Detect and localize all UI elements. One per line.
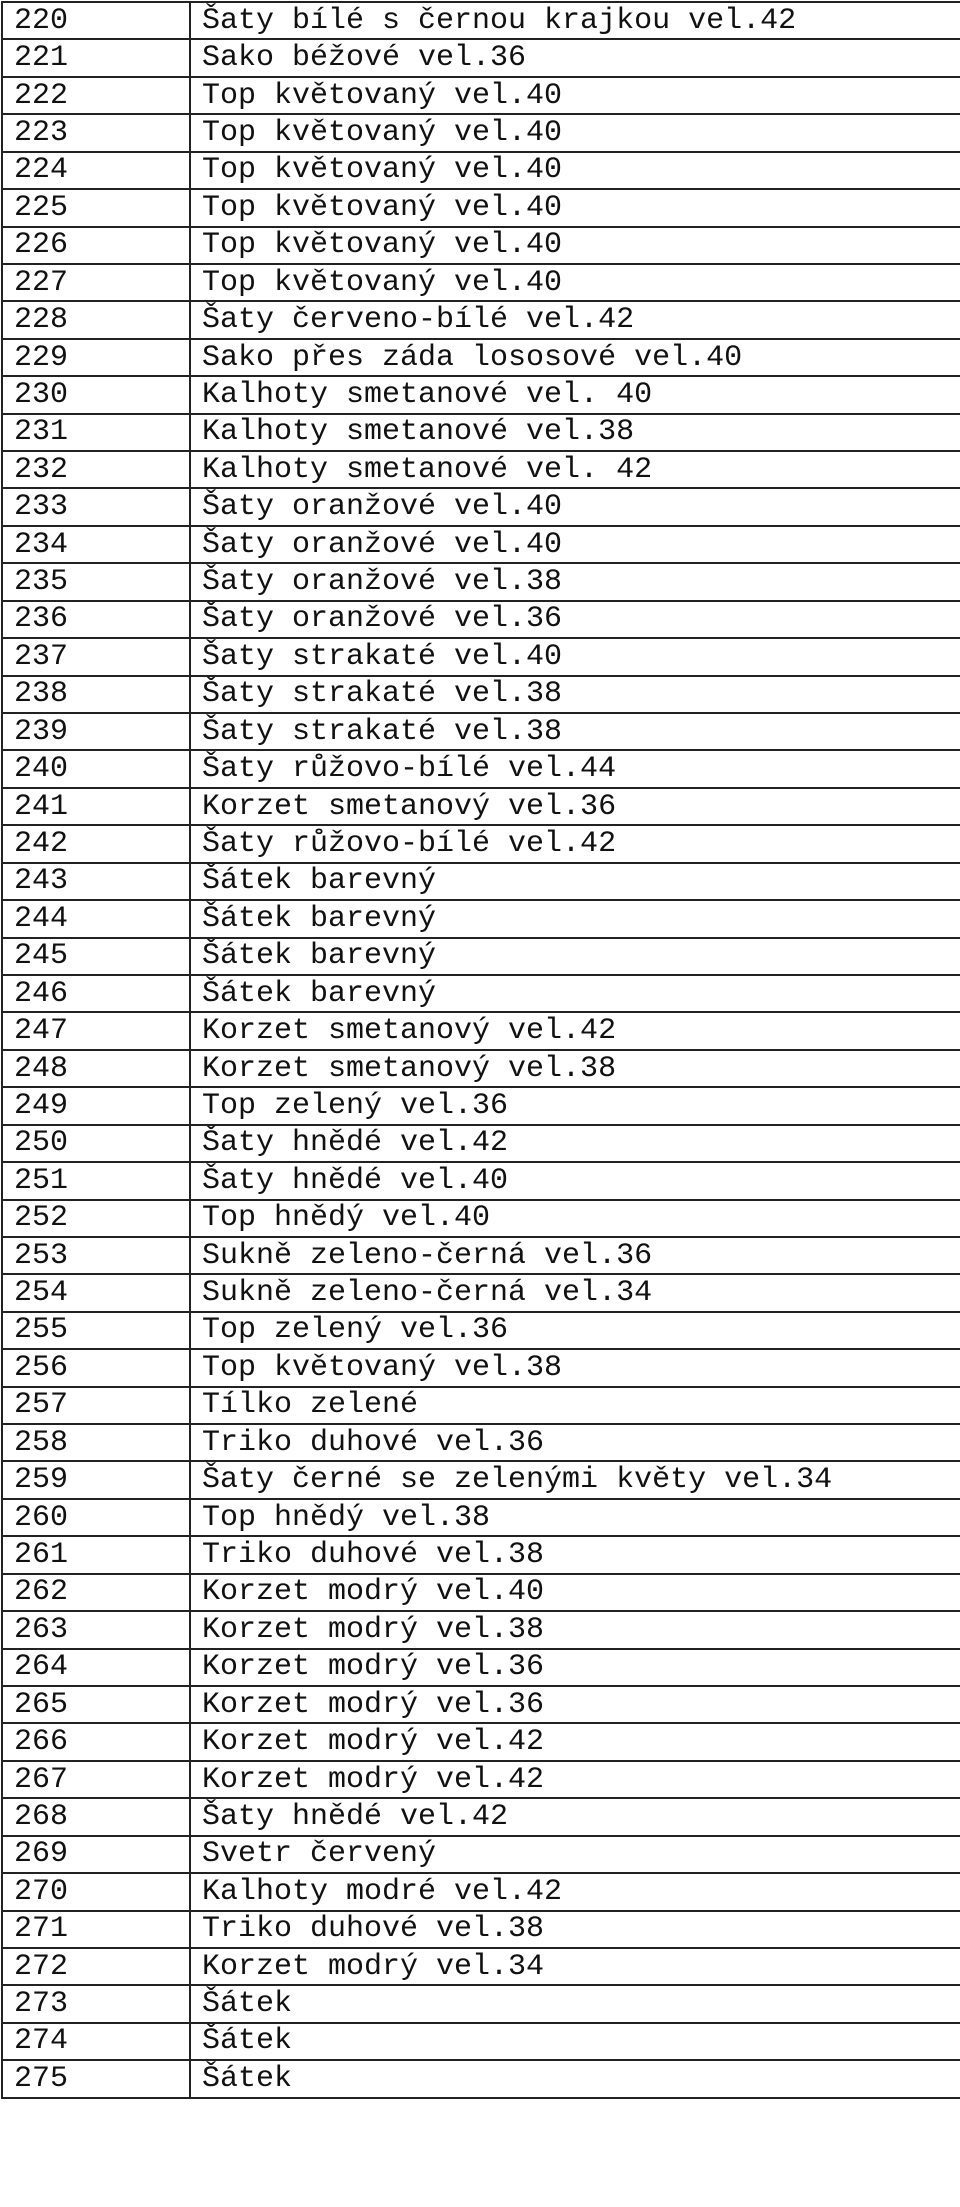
item-number-cell: 242	[2, 825, 190, 862]
table-row	[2, 227, 960, 264]
item-number-cell: 245	[2, 938, 190, 975]
item-number-cell: 274	[2, 2023, 190, 2060]
item-number-cell: 222	[2, 77, 190, 114]
table-row	[2, 2023, 960, 2060]
item-description-cell: Top zelený vel.36	[190, 1312, 960, 1349]
table-row	[2, 676, 960, 713]
item-description-cell: Šaty hnědé vel.40	[190, 1162, 960, 1199]
item-number-cell: 229	[2, 339, 190, 376]
table-row	[2, 1686, 960, 1723]
item-description-cell: Kalhoty smetanové vel.38	[190, 414, 960, 451]
item-number-cell: 257	[2, 1387, 190, 1424]
item-description-cell: Korzet modrý vel.42	[190, 1723, 960, 1760]
item-number-cell: 270	[2, 1873, 190, 1910]
table-row	[2, 1723, 960, 1760]
item-number-cell: 273	[2, 1985, 190, 2022]
item-description-cell: Triko duhové vel.36	[190, 1424, 960, 1461]
table-row	[2, 1985, 960, 2022]
item-description-cell: Korzet modrý vel.36	[190, 1686, 960, 1723]
item-number-cell: 275	[2, 2060, 190, 2097]
table-row	[2, 2060, 960, 2097]
item-description-cell: Tílko zelené	[190, 1387, 960, 1424]
item-description-cell: Top hnědý vel.38	[190, 1499, 960, 1536]
table-row	[2, 1836, 960, 1873]
table-row	[2, 900, 960, 937]
item-number-cell: 256	[2, 1349, 190, 1386]
item-number-cell: 259	[2, 1461, 190, 1498]
item-description-cell: Šaty oranžové vel.38	[190, 563, 960, 600]
item-description-cell: Sako přes záda lososové vel.40	[190, 339, 960, 376]
item-number-cell: 258	[2, 1424, 190, 1461]
item-number-cell: 241	[2, 788, 190, 825]
item-description-cell: Šaty strakaté vel.38	[190, 676, 960, 713]
table-row	[2, 1200, 960, 1237]
table-row	[2, 1499, 960, 1536]
item-number-cell: 250	[2, 1125, 190, 1162]
item-number-cell: 263	[2, 1611, 190, 1648]
item-description-cell: Top květovaný vel.40	[190, 227, 960, 264]
table-row	[2, 563, 960, 600]
item-description-cell: Top květovaný vel.38	[190, 1349, 960, 1386]
item-description-cell: Šaty růžovo-bílé vel.42	[190, 825, 960, 862]
item-number-cell: 223	[2, 114, 190, 151]
item-description-cell: Korzet smetanový vel.38	[190, 1050, 960, 1087]
item-description-cell: Šátek	[190, 2060, 960, 2097]
item-number-cell: 227	[2, 264, 190, 301]
item-description-cell: Šaty oranžové vel.40	[190, 526, 960, 563]
item-number-cell: 251	[2, 1162, 190, 1199]
item-number-cell: 225	[2, 189, 190, 226]
item-number-cell: 265	[2, 1686, 190, 1723]
item-description-cell: Top hnědý vel.40	[190, 1200, 960, 1237]
table-row	[2, 1948, 960, 1985]
item-description-cell: Top květovaný vel.40	[190, 264, 960, 301]
item-description-cell: Sukně zeleno-černá vel.36	[190, 1237, 960, 1274]
item-number-cell: 252	[2, 1200, 190, 1237]
table-row	[2, 601, 960, 638]
item-number-cell: 234	[2, 526, 190, 563]
item-number-cell: 228	[2, 301, 190, 338]
item-number-cell: 237	[2, 638, 190, 675]
item-number-cell: 247	[2, 1012, 190, 1049]
table-row	[2, 488, 960, 525]
item-number-cell: 230	[2, 376, 190, 413]
item-number-cell: 231	[2, 414, 190, 451]
item-description-cell: Šátek barevný	[190, 900, 960, 937]
table-row	[2, 526, 960, 563]
item-description-cell: Triko duhové vel.38	[190, 1911, 960, 1948]
table-row	[2, 264, 960, 301]
item-description-cell: Top květovaný vel.40	[190, 114, 960, 151]
item-number-cell: 224	[2, 152, 190, 189]
table-row	[2, 825, 960, 862]
table-row	[2, 39, 960, 76]
table-row	[2, 938, 960, 975]
item-description-cell: Šaty oranžové vel.40	[190, 488, 960, 525]
table-row	[2, 1798, 960, 1835]
table-row	[2, 1536, 960, 1573]
item-number-cell: 240	[2, 750, 190, 787]
table-row	[2, 1274, 960, 1311]
item-number-cell: 244	[2, 900, 190, 937]
item-number-cell: 254	[2, 1274, 190, 1311]
item-number-cell: 248	[2, 1050, 190, 1087]
table-row	[2, 189, 960, 226]
item-description-cell: Korzet smetanový vel.42	[190, 1012, 960, 1049]
item-description-cell: Šaty bílé s černou krajkou vel.42	[190, 2, 960, 39]
item-number-cell: 267	[2, 1761, 190, 1798]
item-description-cell: Šaty strakaté vel.38	[190, 713, 960, 750]
item-number-cell: 246	[2, 975, 190, 1012]
table-row	[2, 77, 960, 114]
item-description-cell: Šaty hnědé vel.42	[190, 1798, 960, 1835]
item-number-cell: 269	[2, 1836, 190, 1873]
table-row	[2, 713, 960, 750]
item-description-cell: Šaty strakaté vel.40	[190, 638, 960, 675]
item-description-cell: Šátek barevný	[190, 975, 960, 1012]
item-description-cell: Korzet modrý vel.36	[190, 1649, 960, 1686]
table-row	[2, 1387, 960, 1424]
item-description-cell: Šátek barevný	[190, 863, 960, 900]
item-description-cell: Šátek barevný	[190, 938, 960, 975]
table-row	[2, 750, 960, 787]
table-row	[2, 1050, 960, 1087]
table-row	[2, 451, 960, 488]
table-row	[2, 1873, 960, 1910]
item-number-cell: 271	[2, 1911, 190, 1948]
table-row	[2, 1125, 960, 1162]
item-description-cell: Kalhoty smetanové vel. 40	[190, 376, 960, 413]
table-row	[2, 376, 960, 413]
table-row	[2, 1237, 960, 1274]
item-description-cell: Sako béžové vel.36	[190, 39, 960, 76]
item-description-cell: Šaty červeno-bílé vel.42	[190, 301, 960, 338]
item-description-cell: Kalhoty modré vel.42	[190, 1873, 960, 1910]
table-row	[2, 1012, 960, 1049]
table-row	[2, 1424, 960, 1461]
table-row	[2, 301, 960, 338]
table-row	[2, 1649, 960, 1686]
table-row	[2, 1087, 960, 1124]
inventory-table-body	[2, 2, 960, 2098]
item-number-cell: 260	[2, 1499, 190, 1536]
item-description-cell: Šaty černé se zelenými květy vel.34	[190, 1461, 960, 1498]
item-number-cell: 255	[2, 1312, 190, 1349]
table-row	[2, 2, 960, 39]
item-description-cell: Korzet modrý vel.38	[190, 1611, 960, 1648]
item-number-cell: 261	[2, 1536, 190, 1573]
item-description-cell: Top květovaný vel.40	[190, 189, 960, 226]
table-row	[2, 152, 960, 189]
item-description-cell: Triko duhové vel.38	[190, 1536, 960, 1573]
item-description-cell: Korzet modrý vel.34	[190, 1948, 960, 1985]
item-number-cell: 233	[2, 488, 190, 525]
table-row	[2, 1911, 960, 1948]
item-number-cell: 221	[2, 39, 190, 76]
table-row	[2, 863, 960, 900]
table-row	[2, 1349, 960, 1386]
table-row	[2, 788, 960, 825]
item-number-cell: 253	[2, 1237, 190, 1274]
table-row	[2, 114, 960, 151]
item-description-cell: Sukně zeleno-černá vel.34	[190, 1274, 960, 1311]
item-description-cell: Top zelený vel.36	[190, 1087, 960, 1124]
table-row	[2, 1761, 960, 1798]
item-description-cell: Korzet modrý vel.42	[190, 1761, 960, 1798]
item-description-cell: Šátek	[190, 2023, 960, 2060]
item-description-cell: Kalhoty smetanové vel. 42	[190, 451, 960, 488]
item-description-cell: Šaty hnědé vel.42	[190, 1125, 960, 1162]
item-number-cell: 266	[2, 1723, 190, 1760]
item-description-cell: Svetr červený	[190, 1836, 960, 1873]
item-number-cell: 238	[2, 676, 190, 713]
table-row	[2, 414, 960, 451]
item-description-cell: Šátek	[190, 1985, 960, 2022]
item-number-cell: 268	[2, 1798, 190, 1835]
item-number-cell: 264	[2, 1649, 190, 1686]
item-number-cell: 262	[2, 1574, 190, 1611]
table-row	[2, 1312, 960, 1349]
item-number-cell: 249	[2, 1087, 190, 1124]
table-row	[2, 1574, 960, 1611]
item-description-cell: Top květovaný vel.40	[190, 77, 960, 114]
item-description-cell: Korzet smetanový vel.36	[190, 788, 960, 825]
inventory-table	[1, 1, 960, 2099]
item-description-cell: Korzet modrý vel.40	[190, 1574, 960, 1611]
item-description-cell: Šaty růžovo-bílé vel.44	[190, 750, 960, 787]
item-number-cell: 243	[2, 863, 190, 900]
table-row	[2, 1162, 960, 1199]
table-row	[2, 638, 960, 675]
item-number-cell: 226	[2, 227, 190, 264]
table-row	[2, 1461, 960, 1498]
item-number-cell: 220	[2, 2, 190, 39]
table-row	[2, 1611, 960, 1648]
item-number-cell: 235	[2, 563, 190, 600]
item-number-cell: 236	[2, 601, 190, 638]
item-number-cell: 232	[2, 451, 190, 488]
item-description-cell: Top květovaný vel.40	[190, 152, 960, 189]
item-number-cell: 272	[2, 1948, 190, 1985]
table-row	[2, 975, 960, 1012]
table-row	[2, 339, 960, 376]
item-description-cell: Šaty oranžové vel.36	[190, 601, 960, 638]
item-number-cell: 239	[2, 713, 190, 750]
